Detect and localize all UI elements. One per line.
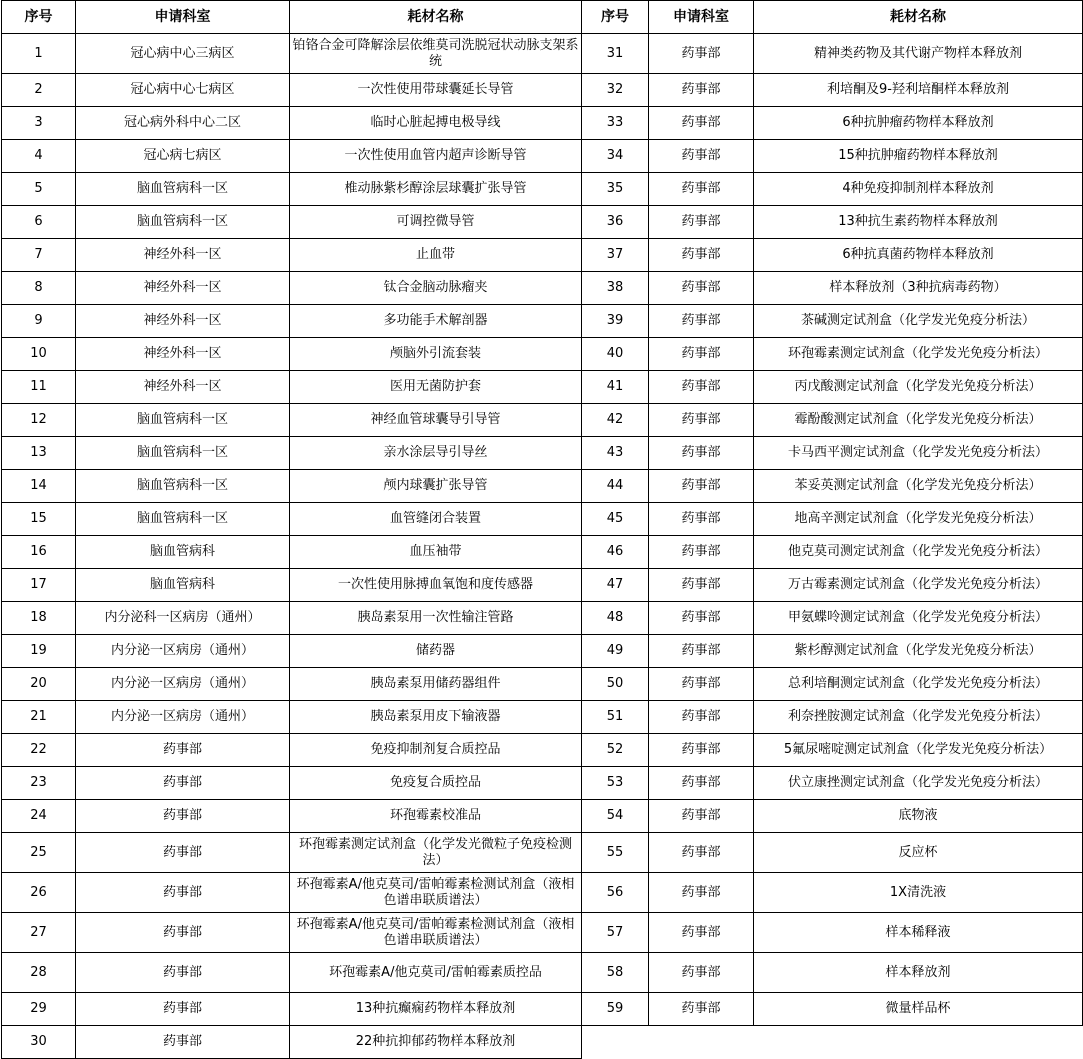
right-dept-cell: 药事部 <box>649 569 754 602</box>
left-item-cell: 血压袖带 <box>290 536 582 569</box>
left-no-cell: 29 <box>2 993 76 1026</box>
right-dept-cell: 药事部 <box>649 173 754 206</box>
table-row <box>2 34 1083 74</box>
left-no-cell: 19 <box>2 635 76 668</box>
table-row <box>2 74 1083 107</box>
right-no-cell: 31 <box>582 34 649 74</box>
right-dept-cell: 药事部 <box>649 437 754 470</box>
table-row <box>2 602 1083 635</box>
left-item-cell: 医用无菌防护套 <box>290 371 582 404</box>
left-dept-cell: 脑血管病科 <box>76 536 290 569</box>
right-no-cell: 45 <box>582 503 649 536</box>
left-item-cell: 胰岛素泵用一次性输注管路 <box>290 602 582 635</box>
right-no-cell: 44 <box>582 470 649 503</box>
table-row <box>2 734 1083 767</box>
left-dept-cell: 冠心病七病区 <box>76 140 290 173</box>
right-no-cell: 37 <box>582 239 649 272</box>
left-no-cell: 4 <box>2 140 76 173</box>
left-dept-cell: 脑血管病科一区 <box>76 206 290 239</box>
right-no-cell: 46 <box>582 536 649 569</box>
table-row <box>2 953 1083 993</box>
left-item-cell: 止血带 <box>290 239 582 272</box>
right-dept-cell: 药事部 <box>649 536 754 569</box>
header-no-right: 序号 <box>582 1 649 34</box>
right-dept-cell: 药事部 <box>649 305 754 338</box>
right-dept-cell: 药事部 <box>649 734 754 767</box>
left-no-cell: 24 <box>2 800 76 833</box>
right-item-cell: 13种抗生素药物样本释放剂 <box>754 206 1083 239</box>
table-row <box>2 701 1083 734</box>
right-dept-cell: 药事部 <box>649 206 754 239</box>
right-item-cell: 他克莫司测定试剂盒（化学发光免疫分析法） <box>754 536 1083 569</box>
right-no-cell: 49 <box>582 635 649 668</box>
right-item-cell: 苯妥英测定试剂盒（化学发光免疫分析法） <box>754 470 1083 503</box>
right-no-cell: 55 <box>582 833 649 873</box>
right-dept-cell: 药事部 <box>649 107 754 140</box>
right-dept-cell: 药事部 <box>649 338 754 371</box>
right-no-cell: 59 <box>582 993 649 1026</box>
table-row <box>2 913 1083 953</box>
right-dept-cell: 药事部 <box>649 140 754 173</box>
right-item-cell: 茶碱测定试剂盒（化学发光免疫分析法） <box>754 305 1083 338</box>
left-dept-cell: 神经外科一区 <box>76 371 290 404</box>
table-row <box>2 206 1083 239</box>
right-item-cell: 地高辛测定试剂盒（化学发光免疫分析法） <box>754 503 1083 536</box>
left-item-cell: 铂铬合金可降解涂层依维莫司洗脱冠状动脉支架系统 <box>290 34 582 74</box>
header-dept-left: 申请科室 <box>76 1 290 34</box>
right-item-cell: 样本释放剂（3种抗病毒药物） <box>754 272 1083 305</box>
left-no-cell: 23 <box>2 767 76 800</box>
left-item-cell: 环孢霉素A/他克莫司/雷帕霉素检测试剂盒（液相色谱串联质谱法） <box>290 913 582 953</box>
header-item-left: 耗材名称 <box>290 1 582 34</box>
table-row <box>2 536 1083 569</box>
left-no-cell: 1 <box>2 34 76 74</box>
left-no-cell: 22 <box>2 734 76 767</box>
right-dept-cell: 药事部 <box>649 993 754 1026</box>
left-no-cell: 5 <box>2 173 76 206</box>
right-dept-cell: 药事部 <box>649 272 754 305</box>
left-item-cell: 环孢霉素A/他克莫司/雷帕霉素检测试剂盒（液相色谱串联质谱法） <box>290 873 582 913</box>
right-no-cell: 58 <box>582 953 649 993</box>
right-item-cell: 样本释放剂 <box>754 953 1083 993</box>
consumables-table <box>1 0 1083 1059</box>
right-item-cell: 丙戊酸测定试剂盒（化学发光免疫分析法） <box>754 371 1083 404</box>
right-dept-cell: 药事部 <box>649 602 754 635</box>
left-item-cell: 临时心脏起搏电极导线 <box>290 107 582 140</box>
header-no-left: 序号 <box>2 1 76 34</box>
right-item-cell: 万古霉素测定试剂盒（化学发光免疫分析法） <box>754 569 1083 602</box>
table-row <box>2 668 1083 701</box>
right-no-cell: 50 <box>582 668 649 701</box>
left-no-cell: 28 <box>2 953 76 993</box>
left-dept-cell: 脑血管病科一区 <box>76 503 290 536</box>
left-no-cell: 9 <box>2 305 76 338</box>
left-item-cell: 颅内球囊扩张导管 <box>290 470 582 503</box>
left-dept-cell: 冠心病外科中心二区 <box>76 107 290 140</box>
left-item-cell: 神经血管球囊导引导管 <box>290 404 582 437</box>
left-no-cell: 6 <box>2 206 76 239</box>
right-item-cell: 底物液 <box>754 800 1083 833</box>
left-no-cell: 18 <box>2 602 76 635</box>
table-row <box>2 569 1083 602</box>
right-dept-cell: 药事部 <box>649 668 754 701</box>
left-item-cell: 亲水涂层导引导丝 <box>290 437 582 470</box>
right-item-cell: 利培酮及9-羟利培酮样本释放剂 <box>754 74 1083 107</box>
right-no-cell: 35 <box>582 173 649 206</box>
right-dept-cell: 药事部 <box>649 74 754 107</box>
right-item-cell: 伏立康挫测定试剂盒（化学发光免疫分析法） <box>754 767 1083 800</box>
left-no-cell: 27 <box>2 913 76 953</box>
left-dept-cell: 药事部 <box>76 833 290 873</box>
left-no-cell: 17 <box>2 569 76 602</box>
table-row <box>2 140 1083 173</box>
left-item-cell: 环孢霉素校准品 <box>290 800 582 833</box>
right-item-cell: 5氟尿嘧啶测定试剂盒（化学发光免疫分析法） <box>754 734 1083 767</box>
left-no-cell: 16 <box>2 536 76 569</box>
left-no-cell: 7 <box>2 239 76 272</box>
table-row <box>2 833 1083 873</box>
right-no-cell: 36 <box>582 206 649 239</box>
right-dept-cell: 药事部 <box>649 701 754 734</box>
right-dept-cell: 药事部 <box>649 953 754 993</box>
right-no-cell: 54 <box>582 800 649 833</box>
left-no-cell: 20 <box>2 668 76 701</box>
header-dept-right: 申请科室 <box>649 1 754 34</box>
table-row <box>2 305 1083 338</box>
table-row <box>2 239 1083 272</box>
right-no-cell: 52 <box>582 734 649 767</box>
left-item-cell: 环孢霉素测定试剂盒（化学发光微粒子免疫检测法） <box>290 833 582 873</box>
right-no-cell: 41 <box>582 371 649 404</box>
right-dept-cell: 药事部 <box>649 371 754 404</box>
right-no-cell: 57 <box>582 913 649 953</box>
left-item-cell: 一次性使用带球囊延长导管 <box>290 74 582 107</box>
right-no-cell: 38 <box>582 272 649 305</box>
header-item-right: 耗材名称 <box>754 1 1083 34</box>
left-dept-cell: 脑血管病科一区 <box>76 173 290 206</box>
left-dept-cell: 冠心病中心七病区 <box>76 74 290 107</box>
left-dept-cell: 内分泌一区病房（通州） <box>76 668 290 701</box>
table-body <box>2 34 1083 1059</box>
right-no-cell: 40 <box>582 338 649 371</box>
table-row <box>2 107 1083 140</box>
left-dept-cell: 冠心病中心三病区 <box>76 34 290 74</box>
right-no-cell: 33 <box>582 107 649 140</box>
left-no-cell: 8 <box>2 272 76 305</box>
left-no-cell: 11 <box>2 371 76 404</box>
right-item-cell: 霉酚酸测定试剂盒（化学发光免疫分析法） <box>754 404 1083 437</box>
right-dept-cell: 药事部 <box>649 873 754 913</box>
right-dept-cell: 药事部 <box>649 800 754 833</box>
table-row <box>2 371 1083 404</box>
left-no-cell: 14 <box>2 470 76 503</box>
left-dept-cell: 内分泌科一区病房（通州） <box>76 602 290 635</box>
right-no-cell: 56 <box>582 873 649 913</box>
left-item-cell: 血管缝闭合装置 <box>290 503 582 536</box>
left-dept-cell: 神经外科一区 <box>76 272 290 305</box>
table-row <box>2 800 1083 833</box>
left-item-cell: 一次性使用血管内超声诊断导管 <box>290 140 582 173</box>
left-dept-cell: 药事部 <box>76 873 290 913</box>
right-no-cell: 42 <box>582 404 649 437</box>
right-no-cell: 48 <box>582 602 649 635</box>
table-row <box>2 437 1083 470</box>
right-no-cell: 43 <box>582 437 649 470</box>
right-dept-cell: 药事部 <box>649 239 754 272</box>
right-dept-cell: 药事部 <box>649 470 754 503</box>
left-item-cell: 一次性使用脉搏血氧饱和度传感器 <box>290 569 582 602</box>
table-row <box>2 1026 1083 1059</box>
left-no-cell: 30 <box>2 1026 76 1059</box>
left-no-cell: 10 <box>2 338 76 371</box>
table-row <box>2 173 1083 206</box>
left-dept-cell: 药事部 <box>76 734 290 767</box>
right-dept-cell: 药事部 <box>649 635 754 668</box>
right-item-cell: 15种抗肿瘤药物样本释放剂 <box>754 140 1083 173</box>
left-dept-cell: 脑血管病科一区 <box>76 404 290 437</box>
right-dept-cell: 药事部 <box>649 833 754 873</box>
table-row <box>2 272 1083 305</box>
left-dept-cell: 内分泌一区病房（通州） <box>76 701 290 734</box>
left-dept-cell: 药事部 <box>76 1026 290 1059</box>
left-dept-cell: 脑血管病科一区 <box>76 437 290 470</box>
left-item-cell: 13种抗癫痫药物样本释放剂 <box>290 993 582 1026</box>
left-dept-cell: 脑血管病科 <box>76 569 290 602</box>
left-item-cell: 胰岛素泵用皮下输液器 <box>290 701 582 734</box>
right-item-cell: 甲氨蝶呤测定试剂盒（化学发光免疫分析法） <box>754 602 1083 635</box>
right-item-cell: 1X清洗液 <box>754 873 1083 913</box>
left-dept-cell: 神经外科一区 <box>76 239 290 272</box>
right-item-cell: 4种免疫抑制剂样本释放剂 <box>754 173 1083 206</box>
left-no-cell: 26 <box>2 873 76 913</box>
left-dept-cell: 神经外科一区 <box>76 338 290 371</box>
left-no-cell: 3 <box>2 107 76 140</box>
left-item-cell: 储药器 <box>290 635 582 668</box>
left-item-cell: 颅脑外引流套装 <box>290 338 582 371</box>
left-no-cell: 2 <box>2 74 76 107</box>
right-dept-cell: 药事部 <box>649 913 754 953</box>
table-row <box>2 404 1083 437</box>
table-row <box>2 873 1083 913</box>
right-item-cell: 紫杉醇测定试剂盒（化学发光免疫分析法） <box>754 635 1083 668</box>
left-item-cell: 胰岛素泵用储药器组件 <box>290 668 582 701</box>
left-no-cell: 13 <box>2 437 76 470</box>
left-item-cell: 钛合金脑动脉瘤夹 <box>290 272 582 305</box>
left-dept-cell: 内分泌一区病房（通州） <box>76 635 290 668</box>
empty-cell <box>582 1026 1083 1059</box>
header-row <box>2 1 1083 34</box>
right-dept-cell: 药事部 <box>649 404 754 437</box>
table-row <box>2 503 1083 536</box>
left-item-cell: 22种抗抑郁药物样本释放剂 <box>290 1026 582 1059</box>
left-dept-cell: 药事部 <box>76 953 290 993</box>
left-item-cell: 免疫抑制剂复合质控品 <box>290 734 582 767</box>
left-dept-cell: 药事部 <box>76 800 290 833</box>
right-no-cell: 51 <box>582 701 649 734</box>
right-no-cell: 47 <box>582 569 649 602</box>
right-item-cell: 6种抗肿瘤药物样本释放剂 <box>754 107 1083 140</box>
left-no-cell: 21 <box>2 701 76 734</box>
right-dept-cell: 药事部 <box>649 503 754 536</box>
left-dept-cell: 药事部 <box>76 993 290 1026</box>
table-row <box>2 993 1083 1026</box>
left-item-cell: 可调控微导管 <box>290 206 582 239</box>
left-dept-cell: 神经外科一区 <box>76 305 290 338</box>
left-dept-cell: 脑血管病科一区 <box>76 470 290 503</box>
right-item-cell: 6种抗真菌药物样本释放剂 <box>754 239 1083 272</box>
left-item-cell: 免疫复合质控品 <box>290 767 582 800</box>
left-no-cell: 12 <box>2 404 76 437</box>
right-no-cell: 39 <box>582 305 649 338</box>
right-item-cell: 环孢霉素测定试剂盒（化学发光免疫分析法） <box>754 338 1083 371</box>
right-no-cell: 32 <box>582 74 649 107</box>
left-dept-cell: 药事部 <box>76 913 290 953</box>
right-item-cell: 利奈挫胺测定试剂盒（化学发光免疫分析法） <box>754 701 1083 734</box>
left-item-cell: 环孢霉素A/他克莫司/雷帕霉素质控品 <box>290 953 582 993</box>
right-dept-cell: 药事部 <box>649 767 754 800</box>
table-row <box>2 338 1083 371</box>
right-item-cell: 总利培酮测定试剂盒（化学发光免疫分析法） <box>754 668 1083 701</box>
left-dept-cell: 药事部 <box>76 767 290 800</box>
right-item-cell: 精神类药物及其代谢产物样本释放剂 <box>754 34 1083 74</box>
right-item-cell: 样本稀释液 <box>754 913 1083 953</box>
table-row <box>2 767 1083 800</box>
right-dept-cell: 药事部 <box>649 34 754 74</box>
right-no-cell: 34 <box>582 140 649 173</box>
left-item-cell: 多功能手术解剖器 <box>290 305 582 338</box>
left-no-cell: 15 <box>2 503 76 536</box>
left-no-cell: 25 <box>2 833 76 873</box>
table-row <box>2 470 1083 503</box>
left-item-cell: 椎动脉紫杉醇涂层球囊扩张导管 <box>290 173 582 206</box>
table-row <box>2 635 1083 668</box>
right-item-cell: 微量样品杯 <box>754 993 1083 1026</box>
right-item-cell: 卡马西平测定试剂盒（化学发光免疫分析法） <box>754 437 1083 470</box>
right-item-cell: 反应杯 <box>754 833 1083 873</box>
right-no-cell: 53 <box>582 767 649 800</box>
